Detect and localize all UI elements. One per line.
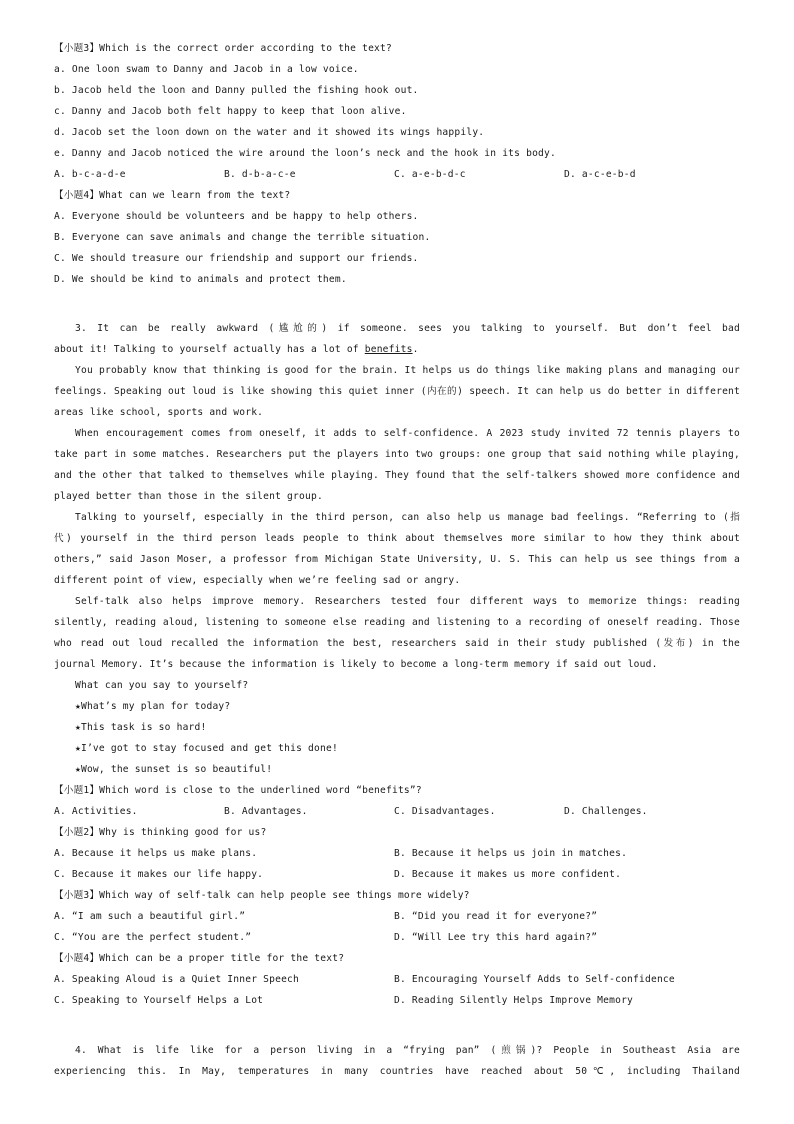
p3-para4-line1: Talking to yourself, especially in the third person, can also help us manage bad feelings. “Referring to (指 [75,512,740,523]
underlined-word-benefits: benefits [364,344,413,355]
p3-para4-line2: 代) yourself in the third person leads people to think about themselves more similar to how they think about [54,533,740,544]
p2-q3-item-b: b. Jacob held the loon and Danny pulled the fishing hook out. [54,85,419,96]
p2-q3-option-d: D. a-c-e-b-d [564,169,636,180]
p2-q4-option-a: A. Everyone should be volunteers and be happy to help others. [54,211,419,222]
p3-self-talk-item-4: ★Wow, the sunset is so beautiful! [75,764,273,775]
p2-q3-option-c: C. a-e-b-d-c [394,169,466,180]
p3-para3-line3: and the other that talked to themselves while playing. They found that the self-talkers showed more confidence and [54,470,740,481]
p3-self-talk-item-2: ★This task is so hard! [75,722,207,733]
p3-q4-option-b: B. Encouraging Yourself Adds to Self-confidence [394,974,675,985]
p3-self-talk-item-3: ★I’ve got to stay focused and get this done! [75,743,338,754]
p3-q3-option-d: D. “Will Lee try this hard again?” [394,932,598,943]
p3-para1-line2-end: . [412,344,419,355]
p3-q1-option-b: B. Advantages. [224,806,308,817]
p3-q2-option-b: B. Because it helps us join in matches. [394,848,628,859]
p2-q4-option-b: B. Everyone can save animals and change the terrible situation. [54,232,431,243]
p2-q3-item-e: e. Danny and Jacob noticed the wire around the loon’s neck and the hook in its body. [54,148,556,159]
p3-self-talk-item-1: ★What’s my plan for today? [75,701,231,712]
p2-q4-option-d: D. We should be kind to animals and protect them. [54,274,347,285]
p3-q2-option-c: C. Because it makes our life happy. [54,869,264,880]
p3-para1-line2 [54,344,419,356]
p2-q3-option-a: A. b-c-a-d-e [54,169,126,180]
p3-q2-option-d: D. Because it makes us more confident. [394,869,622,880]
p3-para2-line2: feelings. Speaking out loud is like showing this quiet inner (内在的) speech. It can help us do better in different [54,386,740,397]
p3-para5-line3: who read out loud recalled the information the best, researchers said in their study published (发布) in the [54,638,740,649]
p3-q1-option-d: D. Challenges. [564,806,648,817]
p3-q1-option-c: C. Disadvantages. [394,806,496,817]
p3-q4-option-c: C. Speaking to Yourself Helps a Lot [54,995,264,1006]
p3-para1-line2-text: about it! Talking to yourself actually has a lot of [54,344,365,355]
p3-para3-line2: take part in some matches. Researchers put the players into two groups: one group that said nothing while playing, [54,449,740,460]
p3-para2-line1: You probably know that thinking is good for the brain. It helps us do things like making plans and managing our [75,365,740,376]
p3-q2-option-a: A. Because it helps us make plans. [54,848,258,859]
p2-q3-item-d: d. Jacob set the loon down on the water and it showed its wings happily. [54,127,485,138]
p2-q4-stem: 【小题4】What can we learn from the text? [54,190,291,201]
p2-q3-stem: 【小题3】Which is the correct order according to the text? [54,43,392,54]
p3-q4-option-d: D. Reading Silently Helps Improve Memory [394,995,634,1006]
p2-q3-option-b: B. d-b-a-c-e [224,169,296,180]
p3-q3-stem: 【小题3】Which way of self-talk can help people see things more widely? [54,890,470,901]
p3-q3-option-a: A. “I am such a beautiful girl.” [54,911,246,922]
p3-q4-option-a: A. Speaking Aloud is a Quiet Inner Speech [54,974,300,985]
p3-para4-line3: others,” said Jason Moser, a professor from Michigan State University, U. S. This can help us see things from a [54,554,740,565]
p3-q1-option-a: A. Activities. [54,806,138,817]
p3-self-talk-heading: What can you say to yourself? [75,680,249,691]
p3-para5-line2: silently, reading aloud, listening to someone else reading and listening to a recording of oneself reading. Those [54,617,740,628]
p4-para1-line1: 4. What is life like for a person living in a “frying pan” (煎锅)? People in Southeast Asia are [75,1045,740,1056]
p2-q3-item-c: c. Danny and Jacob both felt happy to keep that loon alive. [54,106,407,117]
p3-q4-stem: 【小题4】Which can be a proper title for the text? [54,953,345,964]
p3-q3-option-b: B. “Did you read it for everyone?” [394,911,598,922]
p3-para5-line1: Self-talk also helps improve memory. Researchers tested four different ways to memorize things: reading [75,596,740,607]
p4-para1-line2: experiencing this. In May, temperatures in many countries have reached about 50℃, including Thailand [54,1066,740,1077]
p3-q2-stem: 【小题2】Why is thinking good for us? [54,827,267,838]
p2-q3-item-a: a. One loon swam to Danny and Jacob in a low voice. [54,64,359,75]
p3-q3-option-c: C. “You are the perfect student.” [54,932,252,943]
p3-para2-line3: areas like school, sports and work. [54,407,264,418]
p3-para3-line4: played better than those in the silent group. [54,491,323,502]
p3-q1-stem: 【小题1】Which word is close to the underlined word “benefits”? [54,785,422,796]
p3-para1-line1: 3. It can be really awkward (尴尬的) if someone. sees you talking to yourself. But don’t feel bad [75,323,740,334]
p3-para3-line1: When encouragement comes from oneself, it adds to self-confidence. A 2023 study invited 72 tennis players to [75,428,740,439]
p3-para4-line4: different point of view, especially when we’re feeling sad or angry. [54,575,461,586]
p2-q4-option-c: C. We should treasure our friendship and support our friends. [54,253,419,264]
p3-para5-line4: journal Memory. It’s because the information is likely to become a long-term memory if said out loud. [54,659,658,670]
